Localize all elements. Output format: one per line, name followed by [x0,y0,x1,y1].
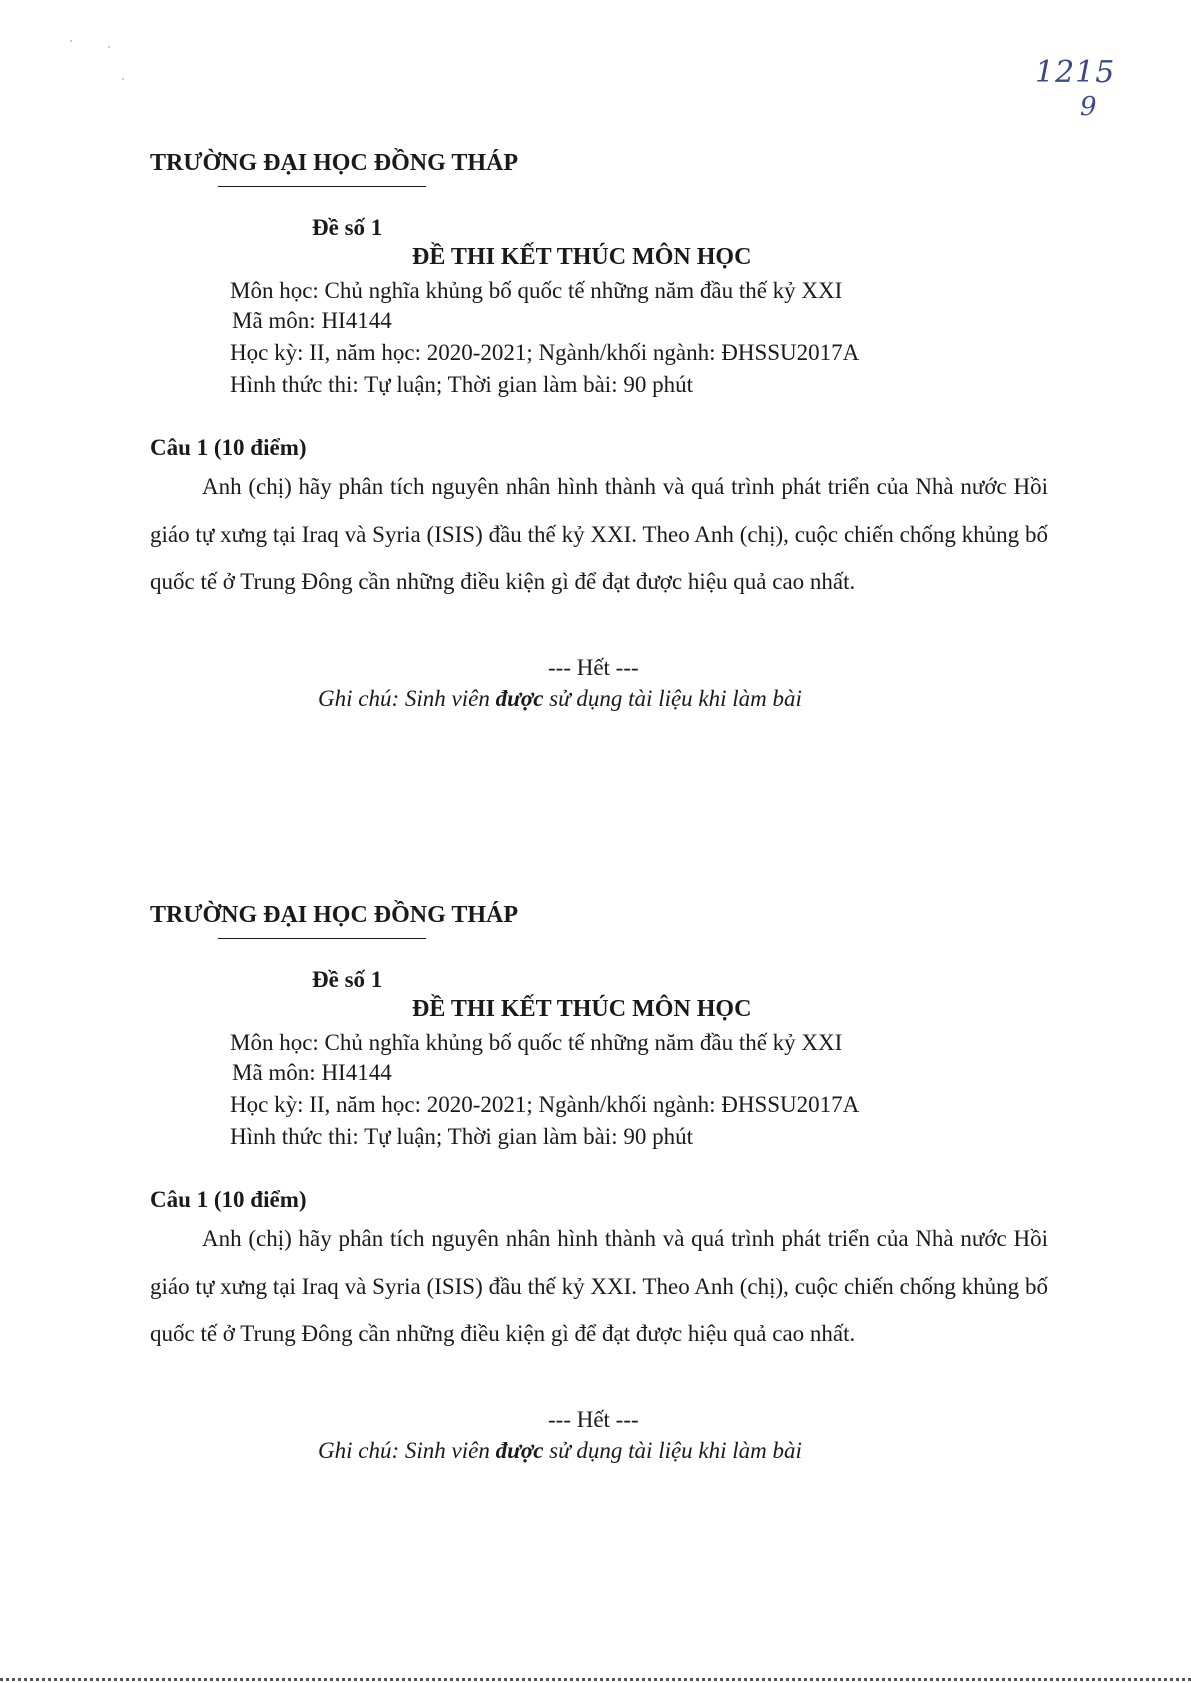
note-emphasis: được [495,686,544,711]
course-code-line: Mã môn: HI4144 [232,1060,392,1085]
note-suffix: sử dụng tài liệu khi làm bài [543,686,802,711]
end-mark: --- Hết --- [548,1407,639,1432]
question-heading: Câu 1 (10 điểm) [150,435,307,460]
exam-format-line: Hình thức thi: Tự luận; Thời gian làm bài: 90 phút [230,372,693,397]
exam-number: Đề số 1 [312,215,383,240]
question-body: Anh (chị) hãy phân tích nguyên nhân hình thành và quá trình phát triển của Nhà nước Hồi giáo tự xưng tại Iraq và Syria (ISIS) đầu thế kỷ XXI. Theo Anh (chị), cuộc chiến chống khủng bố quốc tế ở Trung Đông cần những điều kiện gì để đạt được hiệu quả cao nhất. [150,1226,1048,1346]
course-code-line: Mã môn: HI4144 [232,308,392,333]
question-body: Anh (chị) hãy phân tích nguyên nhân hình thành và quá trình phát triển của Nhà nước Hồi giáo tự xưng tại Iraq và Syria (ISIS) đầu thế kỷ XXI. Theo Anh (chị), cuộc chiến chống khủng bố quốc tế ở Trung Đông cần những điều kiện gì để đạt được hiệu quả cao nhất. [150,474,1048,594]
handwritten-annotation-count: 1215 [1035,55,1116,90]
note-prefix: Ghi chú: Sinh viên [318,1438,496,1463]
exam-format-line: Hình thức thi: Tự luận; Thời gian làm bài: 90 phút [230,1124,693,1149]
subject-line: Môn học: Chủ nghĩa khủng bố quốc tế những năm đầu thế kỷ XXI [230,278,843,303]
exam-sheet-1 [0,0,1191,711]
note-suffix: sử dụng tài liệu khi làm bài [543,1438,802,1463]
exam-sheet-2 [0,752,1191,1463]
school-name: TRƯỜNG ĐẠI HỌC ĐỒNG THÁP [150,150,519,176]
semester-line: Học kỳ: II, năm học: 2020-2021; Ngành/khối ngành: ĐHSSU2017A [230,340,860,365]
exam-title: ĐỀ THI KẾT THÚC MÔN HỌC [412,996,752,1022]
exam-note [318,686,802,712]
exam-note [318,1438,802,1464]
note-prefix: Ghi chú: Sinh viên [318,686,496,711]
school-name: TRƯỜNG ĐẠI HỌC ĐỒNG THÁP [150,902,519,928]
subject-line: Môn học: Chủ nghĩa khủng bố quốc tế những năm đầu thế kỷ XXI [230,1030,843,1055]
question-heading: Câu 1 (10 điểm) [150,1187,307,1212]
semester-line: Học kỳ: II, năm học: 2020-2021; Ngành/khối ngành: ĐHSSU2017A [230,1092,860,1117]
handwritten-annotation-mark: 9 [1080,92,1098,122]
school-underline [218,186,426,187]
exam-number: Đề số 1 [312,967,383,992]
end-mark: --- Hết --- [548,655,639,680]
note-emphasis: được [495,1438,544,1463]
exam-title: ĐỀ THI KẾT THÚC MÔN HỌC [412,244,752,270]
scan-bottom-edge [0,1678,1191,1681]
school-underline [218,938,426,939]
